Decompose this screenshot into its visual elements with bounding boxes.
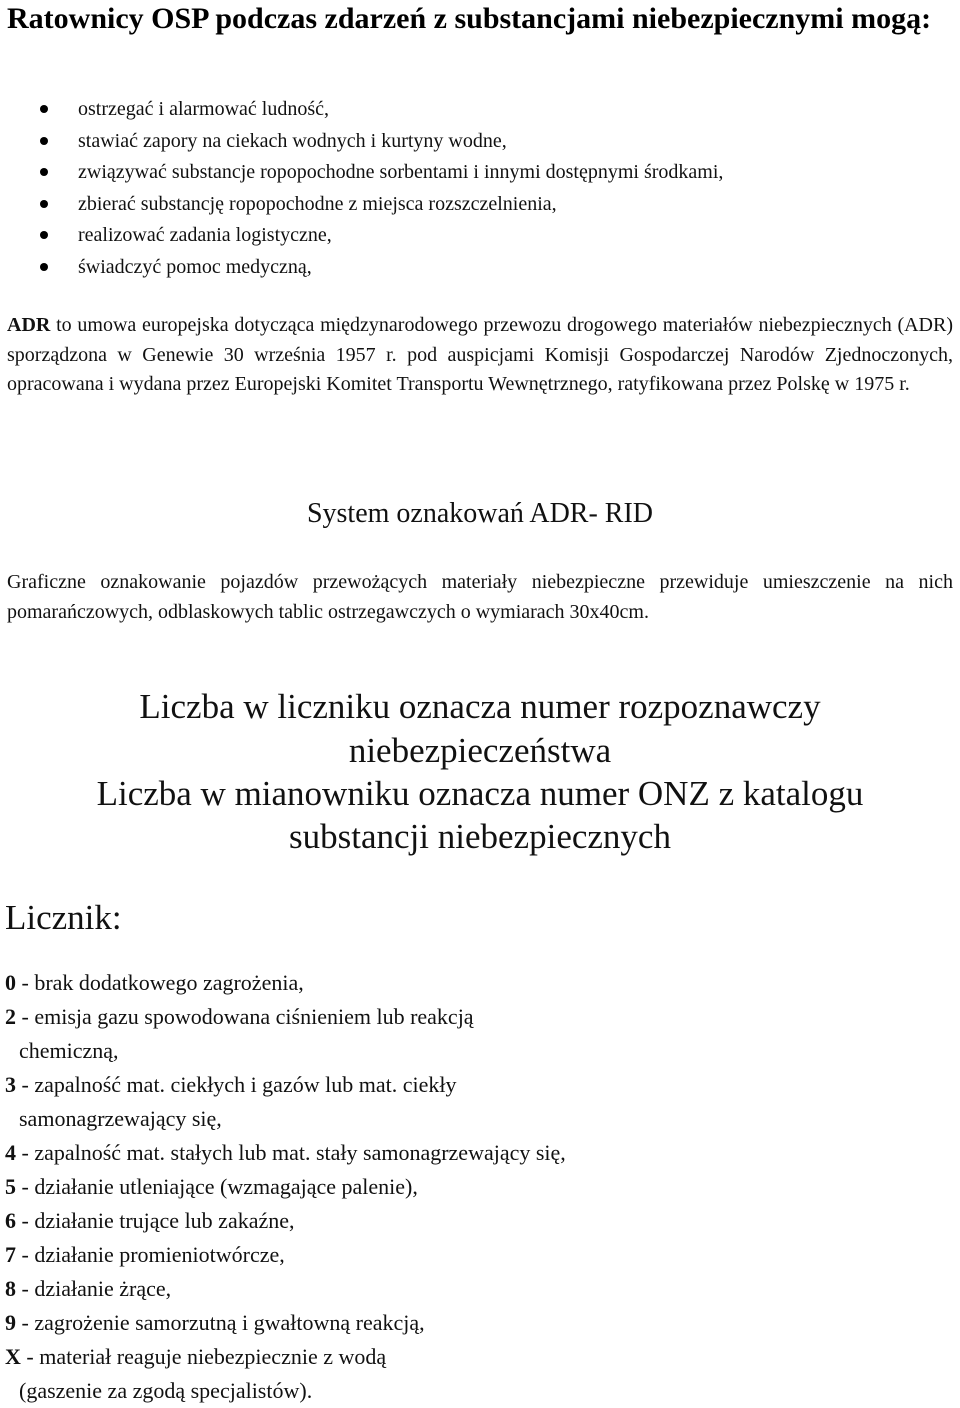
hazard-code-key: 9 <box>5 1310 16 1335</box>
hazard-code-separator: - <box>16 1242 35 1267</box>
explanation-line-1: Liczba w liczniku oznacza numer rozpoznawczy <box>139 687 821 726</box>
hazard-code-text: zapalność mat. ciekłych i gazów lub mat. ciekły <box>34 1072 457 1097</box>
hazard-code-item <box>5 1340 945 1408</box>
bullet-icon <box>40 168 48 176</box>
graphic-marking-paragraph: Graficzne oznakowanie pojazdów przewożących materiały niebezpieczne przewiduje umieszczenie na nich pomarańczowych, odblaskowych tablic ostrzegawczych o wymiarach 30x40cm. <box>7 571 953 623</box>
hazard-code-text: działanie trujące lub zakaźne, <box>34 1208 295 1233</box>
hazard-code-item <box>5 1272 945 1306</box>
explanation-line-4: substancji niebezpiecznych <box>289 817 671 856</box>
hazard-code-separator: - <box>16 1004 35 1029</box>
bullet-list <box>0 94 940 283</box>
hazard-code-item <box>5 1136 945 1170</box>
hazard-code-separator: - <box>20 1344 40 1369</box>
list-item <box>0 189 940 221</box>
hazard-code-continuation: samonagrzewający się, <box>19 1106 222 1131</box>
hazard-code-key: 7 <box>5 1242 16 1267</box>
hazard-code-key: 8 <box>5 1276 16 1301</box>
hazard-code-key: X <box>5 1344 21 1369</box>
bullet-icon <box>40 231 48 239</box>
hazard-code-separator: - <box>16 970 35 995</box>
list-item-text: związywać substancje ropopochodne sorbentami i innymi dostępnymi środkami, <box>78 161 724 183</box>
list-item-text: zbierać substancję ropopochodne z miejsca rozszczelnienia, <box>78 192 557 215</box>
list-item-text: ostrzegać i alarmować ludność, <box>78 98 330 120</box>
list-item-text: realizować zadania logistyczne, <box>78 224 332 246</box>
adr-term: ADR <box>7 314 51 336</box>
hazard-code-text: emisja gazu spowodowana ciśnieniem lub reakcją <box>34 1004 474 1029</box>
hazard-code-key: 2 <box>5 1004 16 1029</box>
adr-definition-paragraph <box>7 311 953 400</box>
hazard-code-text: zagrożenie samorzutną i gwałtowną reakcją, <box>34 1310 425 1335</box>
licznik-heading: Licznik: <box>5 898 122 937</box>
hazard-code-separator: - <box>16 1140 35 1165</box>
hazard-code-separator: - <box>16 1174 35 1199</box>
hazard-code-text: działanie utleniające (wzmagające palenie), <box>34 1174 418 1199</box>
hazard-code-text: brak dodatkowego zagrożenia, <box>34 970 304 995</box>
hazard-code-text: materiał reaguje niebezpiecznie z wodą <box>39 1344 387 1369</box>
hazard-code-separator: - <box>16 1208 35 1233</box>
hazard-code-separator: - <box>16 1310 35 1335</box>
hazard-code-key: 5 <box>5 1174 16 1199</box>
list-item <box>0 94 940 126</box>
hazard-code-key: 0 <box>5 970 16 995</box>
explanation-line-3: Liczba w mianowniku oznacza numer ONZ z katalogu <box>96 774 864 813</box>
hazard-code-item <box>5 1068 945 1136</box>
hazard-code-continuation: (gaszenie za zgodą specjalistów). <box>19 1378 313 1403</box>
hazard-code-continuation: chemiczną, <box>19 1038 119 1063</box>
section-title: System oznakowań ADR- RID <box>306 498 654 529</box>
list-item <box>0 252 940 284</box>
hazard-code-text: działanie promieniotwórcze, <box>34 1242 285 1267</box>
bullet-icon <box>40 105 48 113</box>
list-item-text: świadczyć pomoc medyczną, <box>78 255 312 278</box>
hazard-code-item <box>5 1000 945 1068</box>
hazard-code-text: działanie żrące, <box>34 1276 172 1301</box>
page-title: Ratownicy OSP podczas zdarzeń z substancjami niebezpiecznymi mogą: <box>7 2 932 35</box>
hazard-code-item <box>5 1204 945 1238</box>
hazard-code-item <box>5 1238 945 1272</box>
hazard-code-key: 3 <box>5 1072 16 1097</box>
hazard-code-item <box>5 966 945 1000</box>
list-item <box>0 220 940 252</box>
bullet-icon <box>40 137 48 145</box>
bullet-icon <box>40 200 48 208</box>
hazard-code-text: zapalność mat. stałych lub mat. stały samonagrzewający się, <box>34 1140 566 1165</box>
list-item <box>0 157 940 189</box>
list-item-text: stawiać zapory na ciekach wodnych i kurtyny wodne, <box>78 129 507 152</box>
adr-definition-text: to umowa europejska dotycząca międzynarodowego przewozu drogowego materiałów niebezpiecznych (ADR) sporządzona w Genewie 30 września 1957 r. pod auspicjami Komisji Gospodarczej Narodów Zjednoczonych, opracowana i wydana przez Europejski Komitet Transportu Wewnętrznego, ratyfikowana przez Polskę w 1975 r. <box>7 314 953 395</box>
hazard-code-separator: - <box>16 1276 35 1301</box>
hazard-code-key: 4 <box>5 1140 16 1165</box>
list-item <box>0 126 940 158</box>
explanation-line-2: niebezpieczeństwa <box>348 731 612 770</box>
hazard-code-key: 6 <box>5 1208 16 1233</box>
bullet-icon <box>40 263 48 271</box>
hazard-code-separator: - <box>16 1072 35 1097</box>
hazard-code-item <box>5 1170 945 1204</box>
hazard-code-list <box>5 966 945 1408</box>
hazard-code-item <box>5 1306 945 1340</box>
